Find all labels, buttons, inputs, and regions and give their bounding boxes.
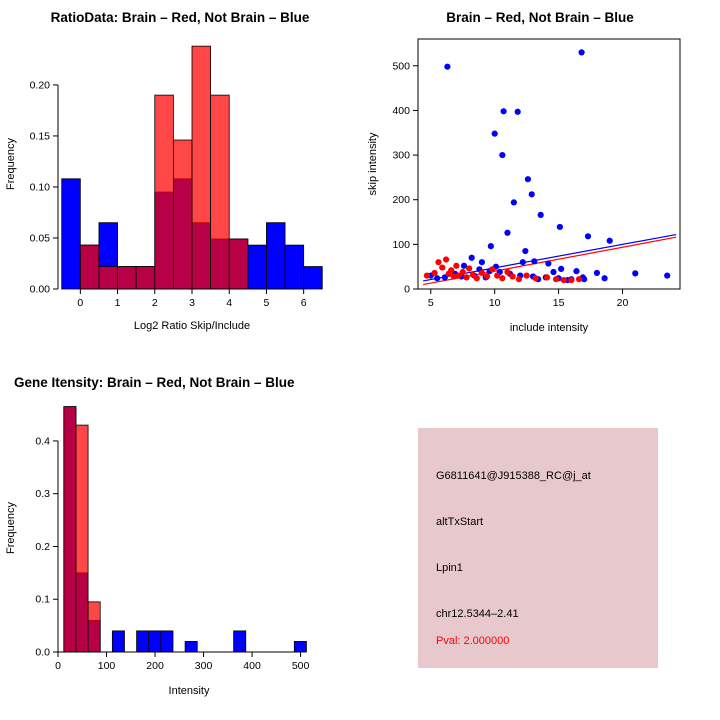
y-tick-label: 0.10 — [29, 181, 50, 194]
hist-intensity-plot — [0, 390, 360, 715]
hist-ratio-plot — [0, 25, 360, 355]
x-tick-label: 500 — [291, 660, 310, 672]
info-line-gene: Lpin1 — [436, 562, 463, 574]
hist-intensity-title: Gene Itensity: Brain – Red, Not Brain – Blue — [14, 375, 295, 390]
scatter-point — [550, 269, 556, 275]
info-line-probe: G6811641@J915388_RC@j_at — [436, 470, 591, 482]
scatter-point — [511, 199, 517, 205]
y-tick-label: 0.00 — [29, 283, 50, 296]
y-tick-label: 0 — [404, 283, 410, 296]
scatter-point — [474, 275, 480, 281]
scatter-point — [443, 256, 449, 262]
hist-bar-brain — [80, 245, 99, 289]
scatter-point — [439, 264, 445, 270]
hist-bar-notbrain — [266, 223, 285, 289]
scatter-point — [424, 273, 430, 279]
hist-bar-notbrain — [285, 245, 304, 289]
scatter-point — [585, 233, 591, 239]
y-tick-label: 0.1 — [35, 593, 50, 606]
y-tick-label: 0.05 — [29, 232, 50, 245]
y-tick-label: 0.2 — [35, 540, 50, 553]
scatter-point — [531, 258, 537, 264]
y-tick-label: 400 — [392, 104, 410, 117]
info-line-locus: chr12.5344–2.41 — [436, 608, 519, 620]
scatter-point — [492, 131, 498, 137]
x-tick-label: 10 — [488, 297, 501, 309]
scatter-point — [479, 259, 485, 265]
info-line-event: altTxStart — [436, 516, 484, 528]
y-tick-label: 0.20 — [29, 79, 50, 92]
scatter-point — [460, 269, 466, 275]
y-tick-label: 300 — [392, 149, 410, 162]
hist-bar-brain — [173, 140, 192, 289]
hist-bar-brain — [76, 425, 88, 652]
x-tick-label: 20 — [616, 297, 629, 309]
hist-bar-brain — [118, 267, 137, 289]
scatter-point — [520, 259, 526, 265]
scatter-point — [529, 191, 535, 197]
scatter-point — [501, 108, 507, 114]
scatter-point — [504, 269, 510, 275]
panel-hist-ratio — [0, 10, 360, 360]
x-tick-label: 300 — [194, 660, 213, 672]
scatter-point — [516, 276, 522, 282]
y-tick-label: 0.4 — [35, 435, 50, 448]
scatter-point — [544, 274, 550, 280]
y-tick-label: 200 — [392, 194, 410, 207]
hist-bar-notbrain — [304, 267, 323, 289]
scatter-point — [538, 212, 544, 218]
x-tick-label: 0 — [55, 660, 61, 672]
scatter-plot — [360, 25, 720, 355]
scatter-point — [578, 49, 584, 55]
scatter-point — [601, 275, 607, 281]
scatter-point — [568, 277, 574, 283]
scatter-point — [453, 263, 459, 269]
hist-bar-brain — [88, 602, 100, 652]
scatter-point — [488, 243, 494, 249]
y-axis-label: Frequency — [5, 138, 17, 190]
x-axis-label: Intensity — [168, 685, 210, 697]
hist-bar-notbrain — [149, 631, 161, 652]
scatter-point — [632, 270, 638, 276]
scatter-point — [515, 109, 521, 115]
scatter-point — [432, 270, 438, 276]
hist-bar-notbrain — [185, 641, 197, 652]
scatter-point — [557, 224, 563, 230]
scatter-point — [448, 267, 454, 273]
x-tick-label: 2 — [151, 297, 158, 309]
scatter-point — [499, 275, 505, 281]
x-axis-label: include intensity — [509, 322, 589, 334]
x-tick-label: 3 — [189, 297, 195, 309]
scatter-point — [434, 275, 440, 281]
x-tick-label: 200 — [146, 660, 164, 672]
x-axis-label: Log2 Ratio Skip/Include — [133, 320, 251, 332]
x-tick-label: 1 — [114, 297, 121, 309]
scatter-point — [484, 273, 490, 279]
hist-bar-brain — [192, 46, 211, 289]
scatter-point — [499, 152, 505, 158]
scatter-point — [573, 268, 579, 274]
y-tick-label: 500 — [392, 60, 410, 73]
scatter-point — [576, 276, 582, 282]
scatter-point — [607, 238, 613, 244]
hist-bar-notbrain — [161, 631, 173, 652]
scatter-point — [524, 273, 530, 279]
scatter-title: Brain – Red, Not Brain – Blue — [446, 10, 634, 25]
x-tick-label: 400 — [243, 660, 261, 672]
scatter-point — [561, 277, 567, 283]
scatter-point — [463, 274, 469, 280]
hist-bar-notbrain — [294, 641, 306, 652]
scatter-point — [545, 260, 551, 266]
hist-bar-brain — [211, 95, 230, 289]
x-tick-label: 5 — [427, 297, 434, 309]
hist-bar-brain — [64, 407, 76, 652]
scatter-point — [525, 176, 531, 182]
x-tick-label: 4 — [226, 297, 233, 309]
hist-bar-brain — [99, 267, 118, 289]
scatter-point — [435, 259, 441, 265]
plot-box — [418, 39, 680, 289]
y-tick-label: 100 — [392, 238, 410, 251]
x-tick-label: 6 — [300, 297, 307, 309]
hist-ratio-title: RatioData: Brain – Red, Not Brain – Blue — [50, 10, 310, 25]
hist-bar-brain — [136, 267, 155, 289]
y-axis-label: skip intensity — [367, 132, 379, 196]
scatter-point — [522, 248, 528, 254]
hist-bar-brain — [229, 239, 248, 289]
panel-hist-intensity — [0, 375, 360, 720]
scatter-point — [553, 276, 559, 282]
x-tick-label: 15 — [552, 297, 565, 309]
hist-bar-notbrain — [62, 179, 81, 289]
hist-bar-notbrain — [112, 631, 124, 652]
scatter-point — [444, 64, 450, 70]
y-tick-label: 0.3 — [35, 488, 50, 501]
panel-scatter — [360, 10, 720, 360]
scatter-point — [594, 270, 600, 276]
info-line-pval: Pval: 2.000000 — [436, 635, 510, 647]
y-tick-label: 0.0 — [35, 646, 50, 659]
scatter-point — [558, 266, 564, 272]
hist-bar-notbrain — [248, 245, 267, 289]
scatter-point — [509, 273, 515, 279]
scatter-point — [504, 230, 510, 236]
scatter-point — [466, 265, 472, 271]
scatter-point — [479, 270, 485, 276]
hist-bar-brain — [155, 95, 174, 289]
x-tick-label: 5 — [263, 297, 270, 309]
hist-bar-notbrain — [137, 631, 149, 652]
gene-info-box — [418, 428, 658, 668]
scatter-point — [664, 273, 670, 279]
y-tick-label: 0.15 — [29, 130, 50, 143]
scatter-point — [469, 255, 475, 261]
x-tick-label: 100 — [97, 660, 116, 672]
x-tick-label: 0 — [77, 297, 84, 309]
scatter-point — [532, 275, 538, 281]
hist-bar-notbrain — [234, 631, 246, 652]
scatter-point — [489, 266, 495, 272]
y-axis-label: Frequency — [5, 502, 17, 554]
